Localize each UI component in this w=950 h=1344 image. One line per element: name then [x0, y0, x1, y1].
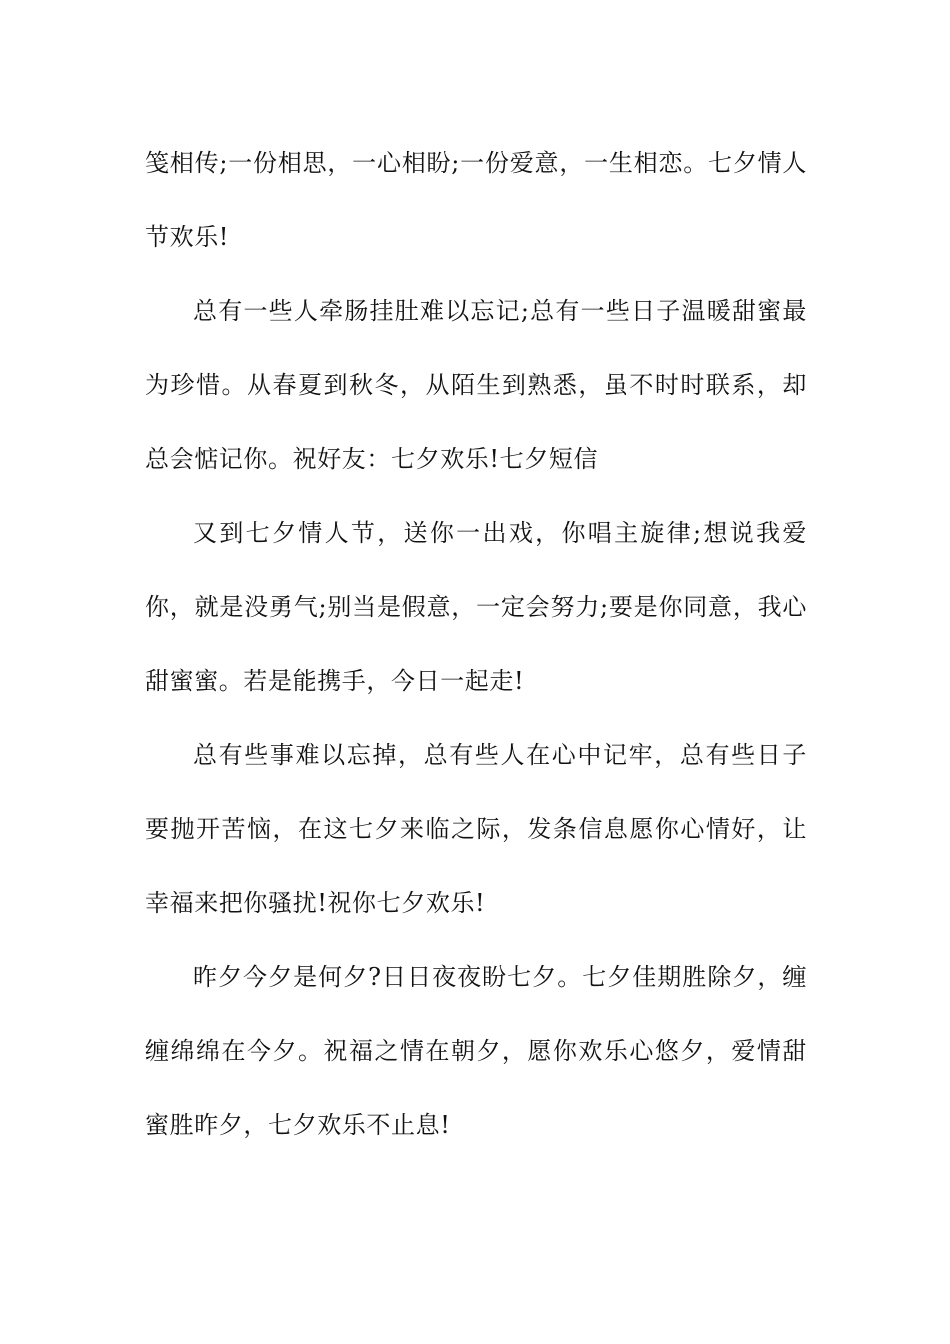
paragraph: 又到七夕情人节，送你一出戏，你唱主旋律;想说我爱你，就是没勇气;别当是假意，一定会努力;要是你同意，我心甜蜜蜜。若是能携手，今日一起走! [145, 519, 807, 695]
document-body [145, 126, 807, 1162]
paragraph: 总有一些人牵肠挂肚难以忘记;总有一些日子温暖甜蜜最为珍惜。从春夏到秋冬，从陌生到熟悉，虽不时时联系，却总会惦记你。祝好友：七夕欢乐!七夕短信 [145, 297, 807, 473]
paragraph: 昨夕今夕是何夕?日日夜夜盼七夕。七夕佳期胜除夕，缠缠绵绵在今夕。祝福之情在朝夕，愿你欢乐心悠夕，爱情甜蜜胜昨夕，七夕欢乐不止息! [145, 963, 807, 1139]
paragraph-continued: 笺相传;一份相思，一心相盼;一份爱意，一生相恋。七夕情人节欢乐! [145, 149, 807, 251]
paragraph: 总有些事难以忘掉，总有些人在心中记牢，总有些日子要抛开苦恼，在这七夕来临之际，发条信息愿你心情好，让幸福来把你骚扰!祝你七夕欢乐! [145, 741, 807, 917]
